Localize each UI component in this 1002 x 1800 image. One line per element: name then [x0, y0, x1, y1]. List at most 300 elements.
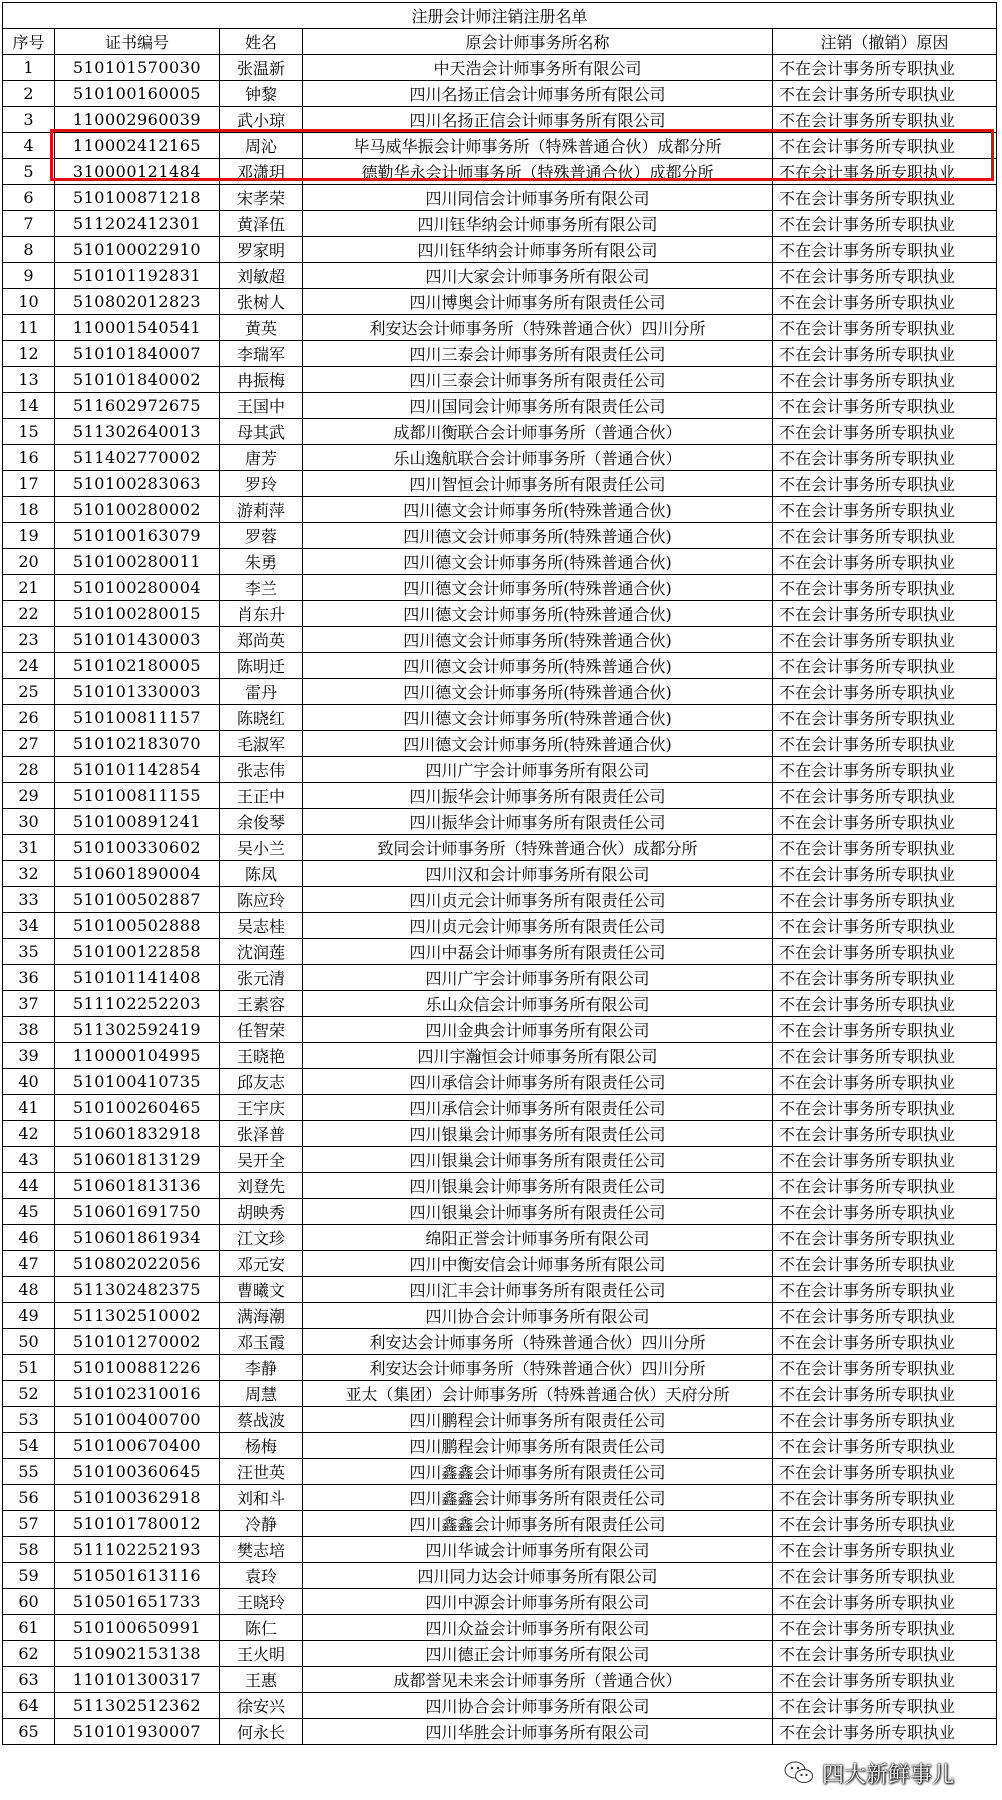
cell-reason: 不在会计事务所专职执业: [773, 1355, 997, 1381]
cell-cert-no: 510100670400: [55, 1433, 220, 1459]
cell-cert-no: 510100502887: [55, 887, 220, 913]
cell-cert-no: 510100400700: [55, 1407, 220, 1433]
cell-index: 1: [3, 55, 55, 81]
cell-cert-no: 510601691750: [55, 1199, 220, 1225]
deregistration-table: [2, 2, 997, 1745]
cell-name: 李静: [220, 1355, 303, 1381]
cell-firm: 四川德文会计师事务所(特殊普通合伙): [303, 575, 773, 601]
cell-name: 李兰: [220, 575, 303, 601]
cell-reason: 不在会计事务所专职执业: [773, 809, 997, 835]
cell-name: 黄英: [220, 315, 303, 341]
cell-name: 张树人: [220, 289, 303, 315]
cell-cert-no: 510100163079: [55, 523, 220, 549]
cell-firm: 四川德正会计师事务所有限公司: [303, 1641, 773, 1667]
cell-reason: 不在会计事务所专职执业: [773, 471, 997, 497]
cell-reason: 不在会计事务所专职执业: [773, 705, 997, 731]
cell-firm: 成都川衡联合会计师事务所（普通合伙）: [303, 419, 773, 445]
cell-firm: 四川中衡安信会计师事务所有限公司: [303, 1251, 773, 1277]
cell-reason: 不在会计事务所专职执业: [773, 1147, 997, 1173]
cell-index: 43: [3, 1147, 55, 1173]
cell-firm: 四川广宇会计师事务所有限公司: [303, 757, 773, 783]
table-row: [3, 1225, 997, 1251]
table-row: [3, 1251, 997, 1277]
cell-firm: 四川华诚会计师事务所有限公司: [303, 1537, 773, 1563]
cell-name: 陈凤: [220, 861, 303, 887]
cell-firm: 四川三泰会计师事务所有限责任公司: [303, 367, 773, 393]
cell-firm: 四川银巢会计师事务所有限责任公司: [303, 1147, 773, 1173]
cell-cert-no: 510101270002: [55, 1329, 220, 1355]
cell-index: 45: [3, 1199, 55, 1225]
cell-name: 肖东升: [220, 601, 303, 627]
cell-firm: 四川德文会计师事务所(特殊普通合伙): [303, 497, 773, 523]
cell-index: 15: [3, 419, 55, 445]
cell-cert-no: 510100410735: [55, 1069, 220, 1095]
cell-reason: 不在会计事务所专职执业: [773, 575, 997, 601]
cell-name: 吴开全: [220, 1147, 303, 1173]
cell-name: 何永长: [220, 1719, 303, 1745]
cell-reason: 不在会计事务所专职执业: [773, 185, 997, 211]
cell-firm: 成都誉见未来会计师事务所（普通合伙）: [303, 1667, 773, 1693]
cell-name: 汪世英: [220, 1459, 303, 1485]
cell-name: 曹曦文: [220, 1277, 303, 1303]
cell-name: 王国中: [220, 393, 303, 419]
cell-cert-no: 510601890004: [55, 861, 220, 887]
cell-index: 10: [3, 289, 55, 315]
cell-cert-no: 511202412301: [55, 211, 220, 237]
cell-reason: 不在会计事务所专职执业: [773, 991, 997, 1017]
cell-cert-no: 510101840002: [55, 367, 220, 393]
cell-name: 王惠: [220, 1667, 303, 1693]
table-row: [3, 1069, 997, 1095]
header-reason: 注销（撤销）原因: [773, 29, 997, 55]
cell-reason: 不在会计事务所专职执业: [773, 81, 997, 107]
table-row: [3, 887, 997, 913]
cell-name: 宋孝荣: [220, 185, 303, 211]
cell-cert-no: 510601861934: [55, 1225, 220, 1251]
cell-reason: 不在会计事务所专职执业: [773, 835, 997, 861]
table-title: 注册会计师注销注册名单: [3, 3, 997, 29]
cell-index: 50: [3, 1329, 55, 1355]
cell-name: 刘和斗: [220, 1485, 303, 1511]
cell-cert-no: 511102252203: [55, 991, 220, 1017]
cell-firm: 四川同力达会计师事务所有限公司: [303, 1563, 773, 1589]
table-row: [3, 1173, 997, 1199]
table-row: [3, 1329, 997, 1355]
cell-cert-no: 511302592419: [55, 1017, 220, 1043]
cell-cert-no: 510100280011: [55, 549, 220, 575]
cell-name: 陈明迁: [220, 653, 303, 679]
table-row: [3, 1563, 997, 1589]
cell-firm: 德勤华永会计师事务所（特殊普通合伙）成都分所: [303, 159, 773, 185]
table-row: [3, 627, 997, 653]
cell-cert-no: 510100502888: [55, 913, 220, 939]
table-row: [3, 601, 997, 627]
cell-firm: 四川三泰会计师事务所有限责任公司: [303, 341, 773, 367]
cell-reason: 不在会计事务所专职执业: [773, 445, 997, 471]
table-row: [3, 1485, 997, 1511]
cell-cert-no: 510100280015: [55, 601, 220, 627]
cell-reason: 不在会计事务所专职执业: [773, 523, 997, 549]
cell-cert-no: 110000104995: [55, 1043, 220, 1069]
cell-reason: 不在会计事务所专职执业: [773, 1303, 997, 1329]
cell-cert-no: 510101430003: [55, 627, 220, 653]
cell-reason: 不在会计事务所专职执业: [773, 913, 997, 939]
title-row: [3, 3, 997, 29]
cell-name: 沈润莲: [220, 939, 303, 965]
table-row: [3, 1277, 997, 1303]
cell-index: 12: [3, 341, 55, 367]
cell-index: 57: [3, 1511, 55, 1537]
cell-name: 罗家明: [220, 237, 303, 263]
header-name: 姓名: [220, 29, 303, 55]
cell-cert-no: 510100362918: [55, 1485, 220, 1511]
watermark-text: 四大新鲜事儿: [822, 1762, 955, 1788]
wechat-icon: [784, 1760, 814, 1786]
cell-index: 7: [3, 211, 55, 237]
cell-index: 29: [3, 783, 55, 809]
table-row: [3, 1199, 997, 1225]
cell-index: 36: [3, 965, 55, 991]
cell-index: 46: [3, 1225, 55, 1251]
cell-index: 54: [3, 1433, 55, 1459]
cell-name: 张泽普: [220, 1121, 303, 1147]
cell-firm: 四川鹏程会计师事务所有限责任公司: [303, 1433, 773, 1459]
table-row: [3, 1459, 997, 1485]
table-row: [3, 861, 997, 887]
cell-index: 59: [3, 1563, 55, 1589]
cell-firm: 利安达会计师事务所（特殊普通合伙）四川分所: [303, 1355, 773, 1381]
cell-name: 游莉萍: [220, 497, 303, 523]
cell-name: 蔡战波: [220, 1407, 303, 1433]
header-row: [3, 29, 997, 55]
cell-index: 30: [3, 809, 55, 835]
cell-reason: 不在会计事务所专职执业: [773, 679, 997, 705]
cell-reason: 不在会计事务所专职执业: [773, 887, 997, 913]
table-row: [3, 757, 997, 783]
cell-firm: 四川银巢会计师事务所有限责任公司: [303, 1173, 773, 1199]
cell-cert-no: 510100811157: [55, 705, 220, 731]
cell-firm: 亚太（集团）会计师事务所（特殊普通合伙）天府分所: [303, 1381, 773, 1407]
cell-cert-no: 510102310016: [55, 1381, 220, 1407]
cell-cert-no: 510100022910: [55, 237, 220, 263]
cell-reason: 不在会计事务所专职执业: [773, 1537, 997, 1563]
cell-index: 33: [3, 887, 55, 913]
cell-cert-no: 510100160005: [55, 81, 220, 107]
cell-firm: 四川华胜会计师事务所有限公司: [303, 1719, 773, 1745]
cell-firm: 四川博奥会计师事务所有限责任公司: [303, 289, 773, 315]
cell-cert-no: 510100283063: [55, 471, 220, 497]
cell-reason: 不在会计事务所专职执业: [773, 263, 997, 289]
cell-name: 唐芳: [220, 445, 303, 471]
cell-cert-no: 110001540541: [55, 315, 220, 341]
cell-index: 53: [3, 1407, 55, 1433]
cell-index: 21: [3, 575, 55, 601]
cell-name: 杨梅: [220, 1433, 303, 1459]
cell-name: 吴小兰: [220, 835, 303, 861]
cell-firm: 利安达会计师事务所（特殊普通合伙）四川分所: [303, 315, 773, 341]
cell-index: 14: [3, 393, 55, 419]
cell-firm: 四川德文会计师事务所(特殊普通合伙): [303, 705, 773, 731]
cell-firm: 四川德文会计师事务所(特殊普通合伙): [303, 601, 773, 627]
cell-name: 罗蓉: [220, 523, 303, 549]
cell-firm: 四川钰华纳会计师事务所有限公司: [303, 211, 773, 237]
cell-index: 27: [3, 731, 55, 757]
cell-cert-no: 511602972675: [55, 393, 220, 419]
cell-reason: 不在会计事务所专职执业: [773, 419, 997, 445]
table-row: [3, 523, 997, 549]
table-row: [3, 289, 997, 315]
cell-index: 51: [3, 1355, 55, 1381]
cell-firm: 四川德文会计师事务所(特殊普通合伙): [303, 679, 773, 705]
cell-firm: 四川宇瀚恒会计师事务所有限公司: [303, 1043, 773, 1069]
cell-cert-no: 510100122858: [55, 939, 220, 965]
cell-reason: 不在会计事务所专职执业: [773, 1173, 997, 1199]
cell-reason: 不在会计事务所专职执业: [773, 1121, 997, 1147]
cell-index: 35: [3, 939, 55, 965]
cell-index: 39: [3, 1043, 55, 1069]
cell-reason: 不在会计事务所专职执业: [773, 1329, 997, 1355]
cell-index: 19: [3, 523, 55, 549]
cell-cert-no: 510102183070: [55, 731, 220, 757]
cell-name: 邓玉霞: [220, 1329, 303, 1355]
cell-index: 41: [3, 1095, 55, 1121]
table-row: [3, 1095, 997, 1121]
cell-reason: 不在会计事务所专职执业: [773, 393, 997, 419]
cell-index: 42: [3, 1121, 55, 1147]
table-row: [3, 1615, 997, 1641]
cell-cert-no: 510902153138: [55, 1641, 220, 1667]
cell-index: 49: [3, 1303, 55, 1329]
cell-index: 60: [3, 1589, 55, 1615]
cell-reason: 不在会计事务所专职执业: [773, 1199, 997, 1225]
cell-index: 61: [3, 1615, 55, 1641]
cell-cert-no: 510101930007: [55, 1719, 220, 1745]
cell-firm: 四川广宇会计师事务所有限公司: [303, 965, 773, 991]
cell-firm: 乐山逸航联合会计师事务所（普通合伙）: [303, 445, 773, 471]
cell-cert-no: 510101330003: [55, 679, 220, 705]
cell-index: 65: [3, 1719, 55, 1745]
table-row: [3, 445, 997, 471]
cell-cert-no: 510100811155: [55, 783, 220, 809]
cell-reason: 不在会计事务所专职执业: [773, 1433, 997, 1459]
cell-index: 26: [3, 705, 55, 731]
cell-firm: 四川振华会计师事务所有限责任公司: [303, 783, 773, 809]
cell-reason: 不在会计事务所专职执业: [773, 861, 997, 887]
cell-name: 王火明: [220, 1641, 303, 1667]
table-row: [3, 1381, 997, 1407]
table-row: [3, 809, 997, 835]
cell-reason: 不在会计事务所专职执业: [773, 211, 997, 237]
table-row: [3, 393, 997, 419]
cell-cert-no: 510102180005: [55, 653, 220, 679]
cell-index: 56: [3, 1485, 55, 1511]
table-row: [3, 211, 997, 237]
cell-index: 20: [3, 549, 55, 575]
cell-index: 48: [3, 1277, 55, 1303]
cell-reason: 不在会计事务所专职执业: [773, 1615, 997, 1641]
cell-cert-no: 510100260465: [55, 1095, 220, 1121]
table-row: [3, 1355, 997, 1381]
cell-firm: 四川德文会计师事务所(特殊普通合伙): [303, 731, 773, 757]
table-row: [3, 159, 997, 185]
cell-cert-no: 510501613116: [55, 1563, 220, 1589]
cell-reason: 不在会计事务所专职执业: [773, 237, 997, 263]
cell-name: 樊志培: [220, 1537, 303, 1563]
table-row: [3, 237, 997, 263]
cell-cert-no: 310000121484: [55, 159, 220, 185]
cell-cert-no: 511402770002: [55, 445, 220, 471]
cell-name: 冉振梅: [220, 367, 303, 393]
table-row: [3, 1407, 997, 1433]
cell-index: 37: [3, 991, 55, 1017]
cell-firm: 四川银巢会计师事务所有限责任公司: [303, 1121, 773, 1147]
cell-index: 9: [3, 263, 55, 289]
cell-firm: 利安达会计师事务所（特殊普通合伙）四川分所: [303, 1329, 773, 1355]
cell-cert-no: 510100360645: [55, 1459, 220, 1485]
cell-name: 邓潇玥: [220, 159, 303, 185]
cell-cert-no: 110002412165: [55, 133, 220, 159]
cell-reason: 不在会计事务所专职执业: [773, 653, 997, 679]
cell-name: 雷丹: [220, 679, 303, 705]
cell-name: 李瑞军: [220, 341, 303, 367]
table-row: [3, 263, 997, 289]
cell-reason: 不在会计事务所专职执业: [773, 159, 997, 185]
cell-cert-no: 511302482375: [55, 1277, 220, 1303]
table-row: [3, 991, 997, 1017]
table-row: [3, 965, 997, 991]
cell-reason: 不在会计事务所专职执业: [773, 289, 997, 315]
cell-reason: 不在会计事务所专职执业: [773, 1251, 997, 1277]
cell-cert-no: 510100330602: [55, 835, 220, 861]
cell-reason: 不在会计事务所专职执业: [773, 1719, 997, 1745]
cell-firm: 四川鑫鑫会计师事务所有限责任公司: [303, 1459, 773, 1485]
cell-index: 24: [3, 653, 55, 679]
cell-index: 34: [3, 913, 55, 939]
cell-cert-no: 510100650991: [55, 1615, 220, 1641]
table-row: [3, 55, 997, 81]
cell-cert-no: 510101142854: [55, 757, 220, 783]
cell-index: 25: [3, 679, 55, 705]
cell-firm: 中天浩会计师事务所有限公司: [303, 55, 773, 81]
cell-name: 母其武: [220, 419, 303, 445]
table-row: [3, 107, 997, 133]
cell-cert-no: 511102252193: [55, 1537, 220, 1563]
cell-cert-no: 510100280004: [55, 575, 220, 601]
cell-firm: 四川国同会计师事务所有限责任公司: [303, 393, 773, 419]
cell-firm: 四川承信会计师事务所有限责任公司: [303, 1095, 773, 1121]
table-row: [3, 835, 997, 861]
cell-firm: 毕马威华振会计师事务所（特殊普通合伙）成都分所: [303, 133, 773, 159]
cell-cert-no: 510802022056: [55, 1251, 220, 1277]
cell-name: 余俊琴: [220, 809, 303, 835]
cell-name: 满海潮: [220, 1303, 303, 1329]
header-firm: 原会计师事务所名称: [303, 29, 773, 55]
header-index: 序号: [3, 29, 55, 55]
cell-index: 13: [3, 367, 55, 393]
cell-firm: 四川鑫鑫会计师事务所有限责任公司: [303, 1485, 773, 1511]
cell-index: 62: [3, 1641, 55, 1667]
cell-reason: 不在会计事务所专职执业: [773, 1381, 997, 1407]
cell-reason: 不在会计事务所专职执业: [773, 133, 997, 159]
cell-firm: 四川德文会计师事务所(特殊普通合伙): [303, 653, 773, 679]
header-cert-no: 证书编号: [55, 29, 220, 55]
cell-index: 5: [3, 159, 55, 185]
table-row: [3, 497, 997, 523]
cell-firm: 四川名扬正信会计师事务所有限公司: [303, 107, 773, 133]
cell-index: 55: [3, 1459, 55, 1485]
cell-firm: 四川鹏程会计师事务所有限责任公司: [303, 1407, 773, 1433]
cell-cert-no: 510101840007: [55, 341, 220, 367]
cell-name: 江文珍: [220, 1225, 303, 1251]
cell-reason: 不在会计事务所专职执业: [773, 1667, 997, 1693]
cell-index: 32: [3, 861, 55, 887]
cell-name: 王宇庆: [220, 1095, 303, 1121]
cell-cert-no: 510802012823: [55, 289, 220, 315]
table-row: [3, 1589, 997, 1615]
cell-name: 罗玲: [220, 471, 303, 497]
table-row: [3, 913, 997, 939]
cell-reason: 不在会计事务所专职执业: [773, 1095, 997, 1121]
cell-firm: 四川协合会计师事务所有限公司: [303, 1693, 773, 1719]
table-row: [3, 783, 997, 809]
cell-index: 23: [3, 627, 55, 653]
watermark: [784, 1756, 954, 1790]
table-row: [3, 1433, 997, 1459]
cell-reason: 不在会计事务所专职执业: [773, 1641, 997, 1667]
cell-name: 张元清: [220, 965, 303, 991]
cell-cert-no: 510601813129: [55, 1147, 220, 1173]
cell-name: 邓元安: [220, 1251, 303, 1277]
cell-reason: 不在会计事务所专职执业: [773, 1693, 997, 1719]
cell-reason: 不在会计事务所专职执业: [773, 757, 997, 783]
table-row: [3, 1121, 997, 1147]
table-row: [3, 1017, 997, 1043]
cell-index: 38: [3, 1017, 55, 1043]
cell-reason: 不在会计事务所专职执业: [773, 1017, 997, 1043]
cell-reason: 不在会计事务所专职执业: [773, 107, 997, 133]
table-row: [3, 1537, 997, 1563]
cell-firm: 致同会计师事务所（特殊普通合伙）成都分所: [303, 835, 773, 861]
cell-firm: 四川汇丰会计师事务所有限责任公司: [303, 1277, 773, 1303]
cell-cert-no: 510101192831: [55, 263, 220, 289]
table-row: [3, 549, 997, 575]
cell-name: 刘登先: [220, 1173, 303, 1199]
cell-reason: 不在会计事务所专职执业: [773, 1589, 997, 1615]
table-row: [3, 1511, 997, 1537]
table-row: [3, 705, 997, 731]
table-row: [3, 939, 997, 965]
cell-name: 陈晓红: [220, 705, 303, 731]
cell-name: 张志伟: [220, 757, 303, 783]
cell-reason: 不在会计事务所专职执业: [773, 783, 997, 809]
cell-firm: 乐山众信会计师事务所有限公司: [303, 991, 773, 1017]
cell-cert-no: 510101570030: [55, 55, 220, 81]
cell-firm: 四川众益会计师事务所有限公司: [303, 1615, 773, 1641]
cell-index: 63: [3, 1667, 55, 1693]
cell-firm: 四川贞元会计师事务所有限责任公司: [303, 887, 773, 913]
cell-firm: 四川银巢会计师事务所有限责任公司: [303, 1199, 773, 1225]
table-row: [3, 1667, 997, 1693]
cell-cert-no: 510601832918: [55, 1121, 220, 1147]
table-row: [3, 185, 997, 211]
cell-name: 袁玲: [220, 1563, 303, 1589]
table-row: [3, 1147, 997, 1173]
cell-name: 陈仁: [220, 1615, 303, 1641]
cell-cert-no: 110002960039: [55, 107, 220, 133]
cell-index: 18: [3, 497, 55, 523]
cell-reason: 不在会计事务所专职执业: [773, 601, 997, 627]
cell-name: 冷静: [220, 1511, 303, 1537]
